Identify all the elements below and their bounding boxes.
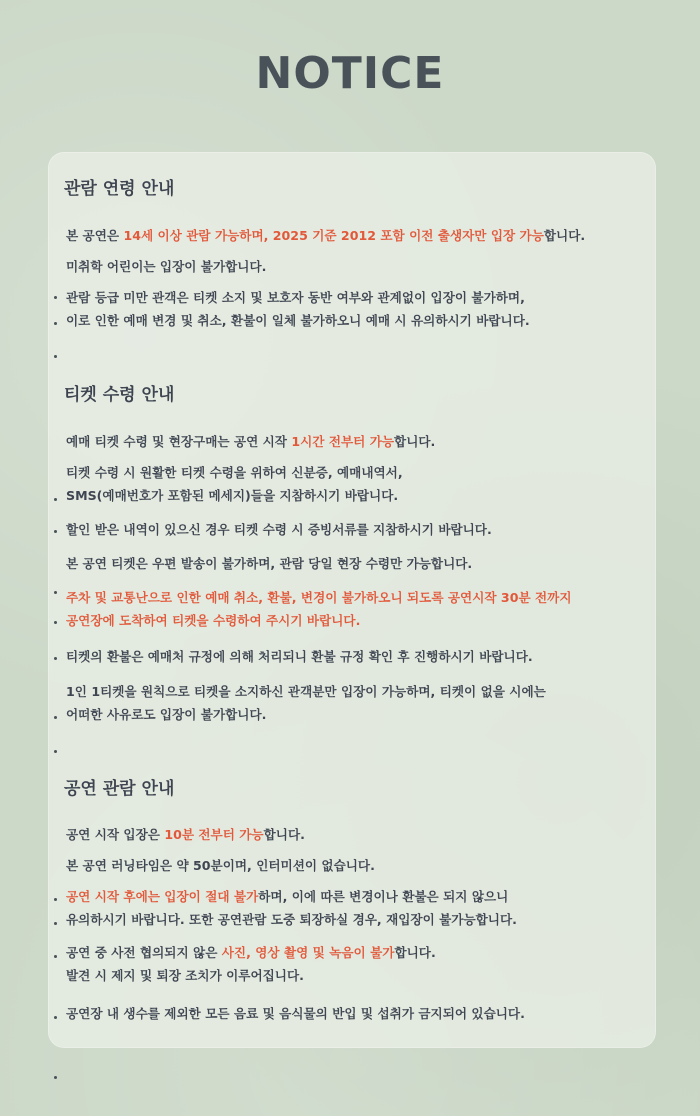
notice-line <box>66 827 305 843</box>
body-text: 예매 티켓 수령 및 현장구매는 공연 시작 <box>66 434 292 449</box>
notice-line <box>66 1006 525 1022</box>
bullet-dot <box>54 322 57 325</box>
body-text: 합니다. <box>263 827 305 842</box>
body-text: 유의하시기 바랍니다. 또한 공연관람 도중 퇴장하실 경우, 재입장이 불가능합니다. <box>66 912 517 927</box>
highlight-text: 10분 전부터 가능 <box>164 827 264 842</box>
highlight-text: 사진, 영상 촬영 및 녹음이 불가 <box>221 945 395 960</box>
notice-line <box>66 465 403 481</box>
body-text: 공연장 내 생수를 제외한 모든 음료 및 음식물의 반입 및 섭취가 금지되어 있습니다. <box>66 1006 525 1021</box>
heading-show-guide: 공연 관람 안내 <box>64 779 175 799</box>
notice-line <box>66 313 530 329</box>
notice-line <box>66 522 492 538</box>
heading-ticket-guide: 티켓 수령 안내 <box>64 385 175 405</box>
bullet-dot <box>54 716 57 719</box>
bullet-dot <box>54 498 57 501</box>
body-text: 본 공연은 <box>66 228 124 243</box>
notice-line <box>66 590 572 606</box>
body-text: 합니다. <box>394 434 436 449</box>
body-text: 하며, 이에 따른 변경이나 환불은 되지 않으니 <box>258 889 509 904</box>
highlight-text: 1시간 전부터 가능 <box>291 434 395 449</box>
body-text: 1인 1티켓을 원칙으로 티켓을 소지하신 관객분만 입장이 가능하며, 티켓이 없을 시에는 <box>66 684 546 699</box>
body-text: 본 공연 러닝타임은 약 50분이며, 인터미션이 없습니다. <box>66 858 375 873</box>
notice-line <box>66 968 304 984</box>
bullet-dot <box>54 621 57 624</box>
body-text: 관람 등급 미만 관객은 티켓 소지 및 보호자 동반 여부와 관계없이 입장이 불가하며, <box>66 290 525 305</box>
highlight-text: 공연 시작 후에는 입장이 절대 불가 <box>66 889 259 904</box>
notice-line <box>66 290 525 306</box>
bullet-dot <box>54 591 57 594</box>
bullet-dot <box>54 922 57 925</box>
highlight-text: 주차 및 교통난으로 인한 예매 취소, 환불, 변경이 불가하오니 되도록 공연시작 30분 전까지 <box>66 590 572 605</box>
notice-line <box>66 228 585 244</box>
body-text: 본 공연 티켓은 우편 발송이 불가하며, 관람 당일 현장 수령만 가능합니다. <box>66 556 473 571</box>
bullet-dot <box>54 355 57 358</box>
notice-line <box>66 858 375 874</box>
highlight-text: 공연장에 도착하여 티켓을 수령하여 주시기 바랍니다. <box>66 613 361 628</box>
body-text: 어떠한 사유로도 입장이 불가합니다. <box>66 707 267 722</box>
body-text: 티켓 수령 시 원활한 티켓 수령을 위하여 신분증, 예매내역서, <box>66 465 403 480</box>
body-text: 합니다. <box>394 945 436 960</box>
notice-line <box>66 434 435 450</box>
bullet-dot <box>54 898 57 901</box>
body-text: 공연 시작 입장은 <box>66 827 165 842</box>
notice-line <box>66 488 398 504</box>
notice-line <box>66 259 266 275</box>
notice-line <box>66 556 472 572</box>
heading-age-guide: 관람 연령 안내 <box>64 179 175 199</box>
bullet-dot <box>54 750 57 753</box>
notice-line <box>66 889 508 905</box>
bullet-dot <box>54 955 57 958</box>
bullet-dot <box>54 657 57 660</box>
notice-line <box>66 684 546 700</box>
notice-line <box>66 912 517 928</box>
body-text: 미취학 어린이는 입장이 불가합니다. <box>66 259 267 274</box>
notice-line <box>66 613 360 629</box>
highlight-text: 14세 이상 관람 가능하며, 2025 기준 2012 포함 이전 출생자만 입장 가능 <box>123 228 544 243</box>
body-text: 티켓의 환불은 예매처 규정에 의해 처리되니 환불 규정 확인 후 진행하시기 바랍니다. <box>66 649 533 664</box>
bullet-dot <box>54 1076 57 1079</box>
notice-line <box>66 707 266 723</box>
bullet-dot <box>54 530 57 533</box>
bullet-dot <box>54 1016 57 1019</box>
notice-title: NOTICE <box>255 48 445 99</box>
body-text: 할인 받은 내역이 있으신 경우 티켓 수령 시 증빙서류를 지참하시기 바랍니다. <box>66 522 492 537</box>
body-text: 발견 시 제지 및 퇴장 조치가 이루어집니다. <box>66 968 304 983</box>
notice-line <box>66 649 533 665</box>
notice-line <box>66 945 436 961</box>
body-text: SMS(예매번호가 포함된 메세지)들을 지참하시기 바랍니다. <box>66 488 399 503</box>
body-text: 합니다. <box>543 228 586 243</box>
bullet-dot <box>54 296 57 299</box>
body-text: 이로 인한 예매 변경 및 취소, 환불이 일체 불가하오니 예매 시 유의하시기 바랍니다. <box>66 313 530 328</box>
body-text: 공연 중 사전 협의되지 않은 <box>66 945 222 960</box>
